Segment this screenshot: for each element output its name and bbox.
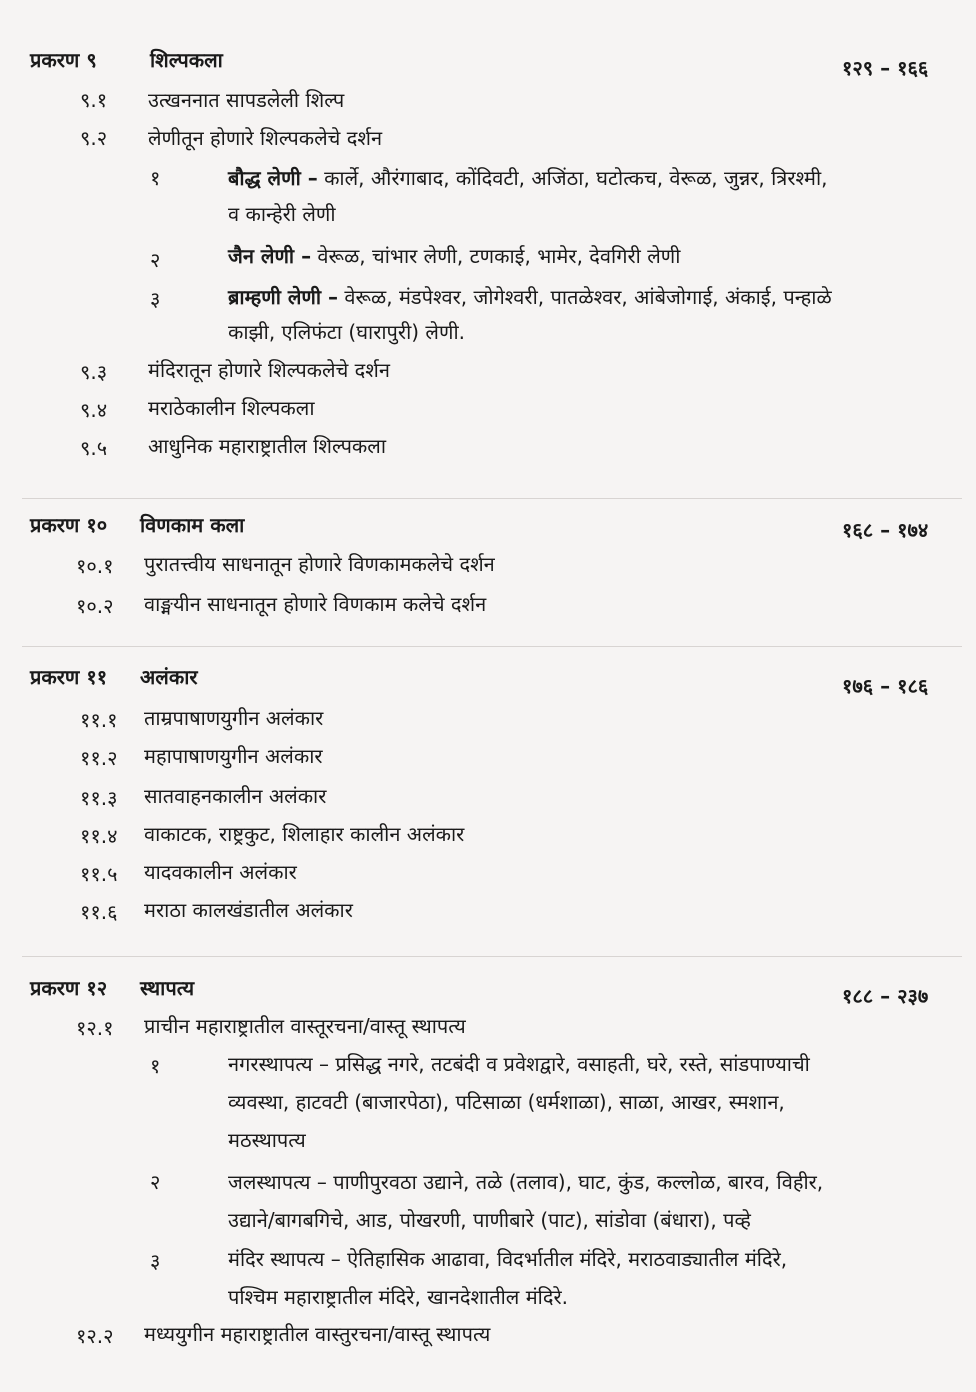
chapter-12-page-range: १८८ – २३७	[842, 984, 929, 1008]
item-text	[228, 164, 828, 192]
section-number: १०.२	[76, 594, 114, 618]
section-title: पुरातत्त्वीय साधनातून होणारे विणकामकलेचे दर्शन	[144, 552, 495, 576]
item-body: वेरूळ, चांभार लेणी, टणकाई, भामेर, देवगिरी लेणी	[311, 244, 681, 268]
item-number: ३	[150, 1249, 161, 1273]
item-number: १	[150, 166, 161, 190]
section-title: मराठेकालीन शिल्पकला	[148, 396, 315, 420]
section-title: मंदिरातून होणारे शिल्पकलेचे दर्शन	[148, 358, 390, 382]
section-number: ९.३	[80, 360, 108, 384]
section-title: ताम्रपाषाणयुगीन अलंकार	[144, 706, 324, 730]
item-line: उद्याने/बागबगिचे, आड, पोखरणी, पाणीबारे (पाट), सांडोवा (बंधारा), पव्हे	[228, 1208, 751, 1232]
section-title: मराठा कालखंडातील अलंकार	[144, 898, 353, 922]
section-divider	[22, 498, 962, 499]
section-title: मध्ययुगीन महाराष्ट्रातील वास्तुरचना/वास्तू स्थापत्य	[144, 1322, 491, 1346]
section-title: सातवाहनकालीन अलंकार	[144, 784, 327, 808]
section-title: लेणीतून होणारे शिल्पकलेचे दर्शन	[148, 126, 383, 150]
item-heading: ब्राम्हणी लेणी –	[228, 285, 339, 309]
item-line: मंदिर स्थापत्य – ऐतिहासिक आढावा, विदर्भातील मंदिरे, मराठवाड्यातील मंदिरे,	[228, 1247, 788, 1271]
section-number: ९.२	[80, 126, 108, 150]
chapter-11-title: अलंकार	[140, 665, 198, 689]
item-heading: बौद्ध लेणी –	[228, 166, 318, 190]
section-number: ११.१	[80, 708, 118, 732]
item-line: जलस्थापत्य – पाणीपुरवठा उद्याने, तळे (तलाव), घाट, कुंड, कल्लोळ, बारव, विहीर,	[228, 1170, 824, 1194]
chapter-12-title: स्थापत्य	[140, 976, 195, 1000]
item-number: ३	[150, 287, 161, 311]
section-number: ९.४	[80, 398, 108, 422]
chapter-11-page-range: १७६ – १८६	[842, 674, 929, 698]
chapter-10-title: विणकाम कला	[140, 513, 245, 537]
section-number: ११.६	[80, 900, 118, 924]
chapter-10-label: प्रकरण १०	[30, 513, 108, 537]
section-number: १२.२	[76, 1324, 114, 1348]
chapter-11-label: प्रकरण ११	[30, 665, 108, 689]
section-number: ११.४	[80, 824, 118, 848]
chapter-10-page-range: १६८ – १७४	[842, 518, 929, 542]
section-number: ९.१	[80, 88, 108, 112]
chapter-9-label: प्रकरण ९	[30, 48, 97, 72]
section-title: आधुनिक महाराष्ट्रातील शिल्पकला	[148, 434, 387, 458]
item-line: नगरस्थापत्य – प्रसिद्ध नगरे, तटबंदी व प्रवेशद्वारे, वसाहती, घरे, रस्ते, सांडपाण्याची	[228, 1052, 810, 1076]
section-number: १२.१	[76, 1016, 114, 1040]
section-divider	[22, 646, 962, 647]
item-heading: जैन लेणी –	[228, 244, 312, 268]
section-number: ११.५	[80, 862, 118, 886]
section-title: प्राचीन महाराष्ट्रातील वास्तूरचना/वास्तू स्थापत्य	[144, 1014, 466, 1038]
item-continuation: काझी, एलिफंटा (घारापुरी) लेणी.	[228, 320, 465, 344]
section-number: १०.१	[76, 554, 114, 578]
item-continuation: व कान्हेरी लेणी	[228, 202, 336, 226]
chapter-9-page-range: १२९ – १६६	[842, 56, 929, 80]
section-title: वाकाटक, राष्ट्रकुट, शिलाहार कालीन अलंकार	[144, 822, 465, 846]
item-line: व्यवस्था, हाटवटी (बाजारपेठा), पटिसाळा (धर्मशाळा), साळा, आखर, स्मशान,	[228, 1090, 785, 1114]
section-title: उत्खननात सापडलेली शिल्प	[148, 88, 345, 112]
section-title: महापाषाणयुगीन अलंकार	[144, 744, 323, 768]
chapter-12-label: प्रकरण १२	[30, 976, 108, 1000]
section-number: ११.३	[80, 786, 118, 810]
item-number: २	[150, 248, 161, 272]
item-body: वेरूळ, मंडपेश्वर, जोगेश्वरी, पातळेश्वर, आंबेजोगाई, अंकाई, पन्हाळे	[338, 285, 832, 309]
item-number: २	[150, 1170, 161, 1194]
item-body: कार्ले, औरंगाबाद, कोंदिवटी, अजिंठा, घटोत्कच, वेरूळ, जुन्नर, त्रिरश्मी,	[317, 166, 828, 190]
item-line: मठस्थापत्य	[228, 1128, 306, 1152]
section-title: यादवकालीन अलंकार	[144, 860, 297, 884]
item-line: पश्चिम महाराष्ट्रातील मंदिरे, खानदेशातील मंदिरे.	[228, 1285, 569, 1309]
item-text	[228, 283, 832, 311]
section-number: ११.२	[80, 746, 118, 770]
section-number: ९.५	[80, 436, 108, 460]
item-number: १	[150, 1054, 161, 1078]
chapter-9-title: शिल्पकला	[150, 48, 223, 72]
section-title: वाङ्मयीन साधनातून होणारे विणकाम कलेचे दर्शन	[144, 592, 487, 616]
section-divider	[22, 956, 962, 957]
item-text	[228, 242, 680, 270]
